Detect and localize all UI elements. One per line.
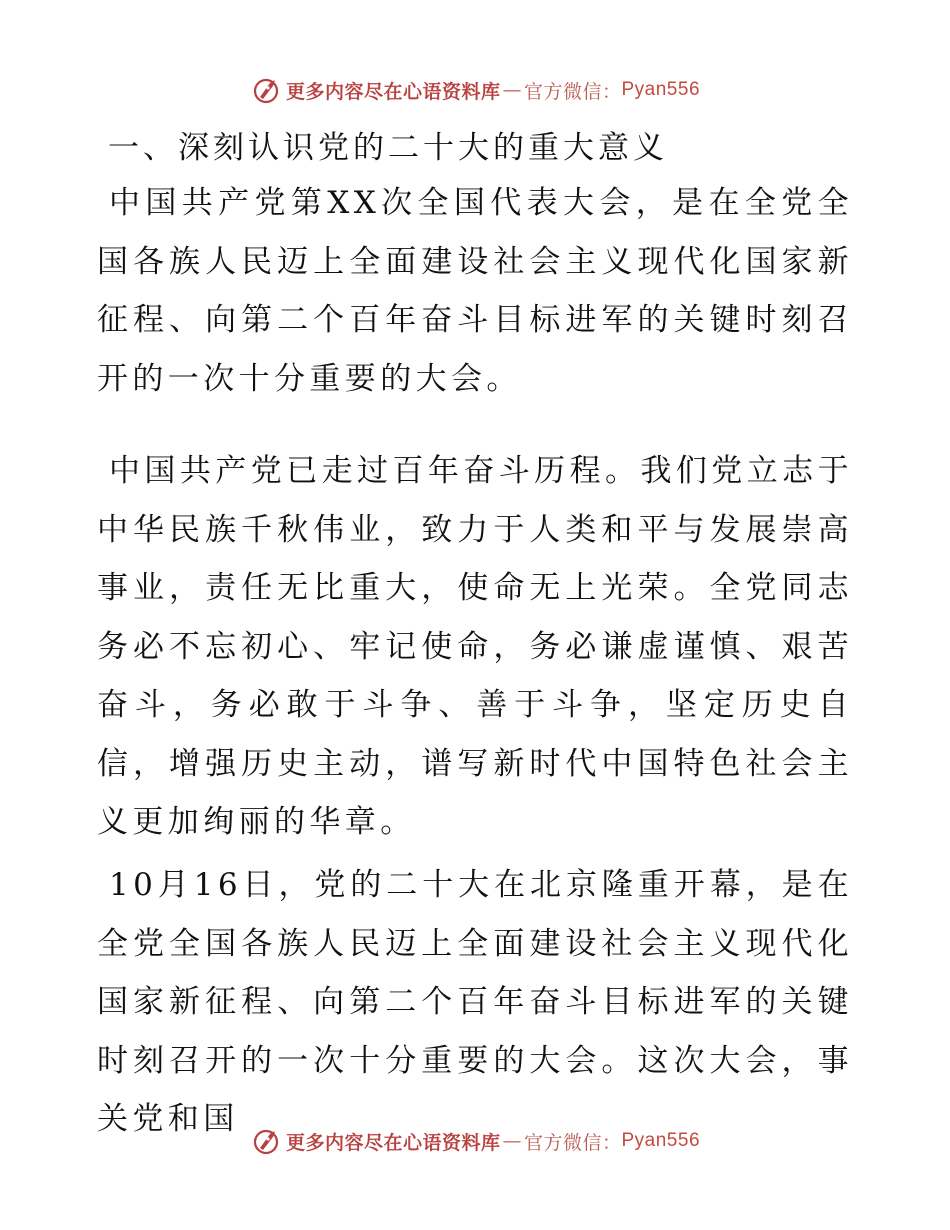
- paragraph-3: 10月16日，党的二十大在北京隆重开幕，是在全党全国各族人民迈上全面建设社会主义现代化国家新征程、向第二个百年奋斗目标进军的关键时刻召开的一次十分重要的大会。这次大会，事关党和国: [97, 867, 853, 1137]
- banner-wechat-label: 官方微信：: [523, 1131, 622, 1154]
- paragraph-1: 中国共产党第XX次全国代表大会，是在全党全国各族人民迈上全面建设社会主义现代化国家新征程、向第二个百年奋斗目标进军的关键时刻召开的一次十分重要的大会。: [97, 185, 853, 397]
- banner-wechat-label: 官方微信：: [523, 80, 622, 103]
- banner-dash: —: [502, 79, 522, 101]
- banner-main-text: 更多内容尽在心语资料库: [285, 1131, 501, 1154]
- banner-wechat-handle: Pyan556: [621, 1130, 701, 1151]
- banner-wechat-handle: Pyan556: [621, 79, 701, 100]
- pen-nib-logo-icon: [250, 74, 282, 106]
- paragraph-2: 中国共产党已走过百年奋斗历程。我们党立志于中华民族千秋伟业，致力于人类和平与发展崇高事业，责任无比重大，使命无上光荣。全党同志务必不忘初心、牢记使命，务必谦虚谨慎、艰苦奋斗，务必敢于斗争、善于斗争，坚定历史自信，增强历史主动，谱写新时代中国特色社会主义更加绚丽的华章。: [97, 453, 853, 840]
- footer-watermark-banner: [0, 1124, 950, 1158]
- banner-main-text: 更多内容尽在心语资料库: [285, 80, 501, 103]
- banner-dash: —: [502, 1130, 522, 1152]
- header-watermark-banner: [0, 73, 950, 107]
- pen-nib-logo-icon: [250, 1125, 282, 1157]
- section-heading: 一、深刻认识党的二十大的重大意义: [108, 130, 668, 166]
